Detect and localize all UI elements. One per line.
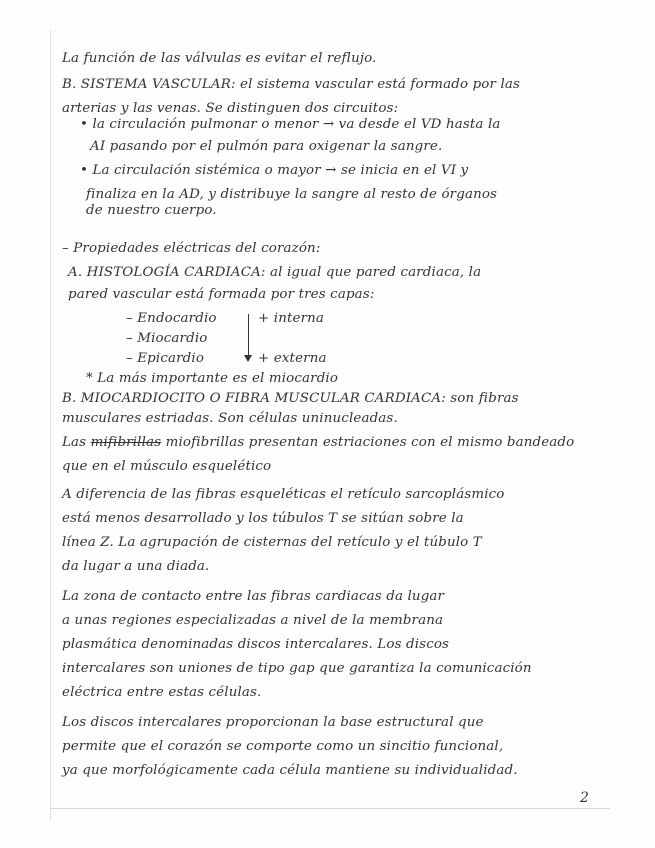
- note-line: a unas regiones especializadas a nivel de la membrana: [62, 613, 444, 628]
- layer-item: – Miocardio: [126, 331, 208, 346]
- section-heading: B. SISTEMA VASCULAR: el sistema vascular está formado por las: [62, 77, 521, 92]
- note-line: línea Z. La agrupación de cisternas del retículo y el túbulo T: [62, 535, 482, 550]
- layer-annotation: + interna: [258, 311, 325, 326]
- margin-line: [50, 30, 51, 820]
- page-bottom-rule: [50, 808, 610, 809]
- note-line: plasmática denominadas discos intercalares. Los discos: [62, 637, 450, 652]
- layer-item: – Endocardio: [126, 311, 217, 326]
- layer-item: – Epicardio: [126, 351, 205, 366]
- note-line: permite que el corazón se comporte como un sincitio funcional,: [62, 739, 504, 754]
- note-line: Los discos intercalares proporcionan la base estructural que: [62, 715, 484, 730]
- bullet-item: • la circulación pulmonar o menor → va desde el VD hasta la: [80, 117, 501, 132]
- section-heading: B. MIOCARDIOCITO O FIBRA MUSCULAR CARDIACA: son fibras: [62, 391, 519, 406]
- down-arrow-icon: [248, 314, 249, 360]
- layer-annotation: + externa: [258, 351, 327, 366]
- note-line: ya que morfológicamente cada célula mantiene su individualidad.: [62, 763, 518, 778]
- section-heading: – Propiedades eléctricas del corazón:: [62, 241, 321, 256]
- note-line: musculares estriadas. Son células uninucleadas.: [62, 411, 398, 426]
- note-line: La zona de contacto entre las fibras cardiacas da lugar: [62, 589, 445, 604]
- note-line: A diferencia de las fibras esqueléticas el retículo sarcoplásmico: [62, 487, 505, 502]
- section-heading: A. HISTOLOGÍA CARDIACA: al igual que pared cardiaca, la: [68, 265, 482, 280]
- note-text: miofibrillas presentan estriaciones con el mismo bandeado: [165, 435, 575, 450]
- note-line: eléctrica entre estas células.: [62, 685, 262, 700]
- note-line: * La más importante es el miocardio: [86, 371, 339, 386]
- note-line: La función de las válvulas es evitar el reflujo.: [62, 51, 377, 66]
- note-line: intercalares son uniones de tipo gap que garantiza la comunicación: [62, 661, 532, 676]
- note-line: finaliza en la AD, y distribuye la sangre al resto de órganos: [86, 187, 498, 202]
- note-line: arterias y las venas. Se distinguen dos circuitos:: [62, 101, 399, 116]
- note-line: de nuestro cuerpo.: [86, 203, 217, 218]
- bullet-item: • La circulación sistémica o mayor → se inicia en el VI y: [80, 163, 469, 178]
- note-line: [62, 434, 574, 452]
- note-line: da lugar a una diada.: [62, 559, 210, 574]
- note-line: AI pasando por el pulmón para oxigenar la sangre.: [90, 139, 443, 154]
- note-line: está menos desarrollado y los túbulos T se sitúan sobre la: [62, 511, 464, 526]
- note-line: que en el músculo esquelético: [62, 459, 272, 474]
- note-word: Las: [62, 435, 87, 450]
- struck-word: mifibrillas: [90, 435, 162, 450]
- note-line: pared vascular está formada por tres capas:: [68, 287, 375, 302]
- page-number: 2: [580, 790, 589, 806]
